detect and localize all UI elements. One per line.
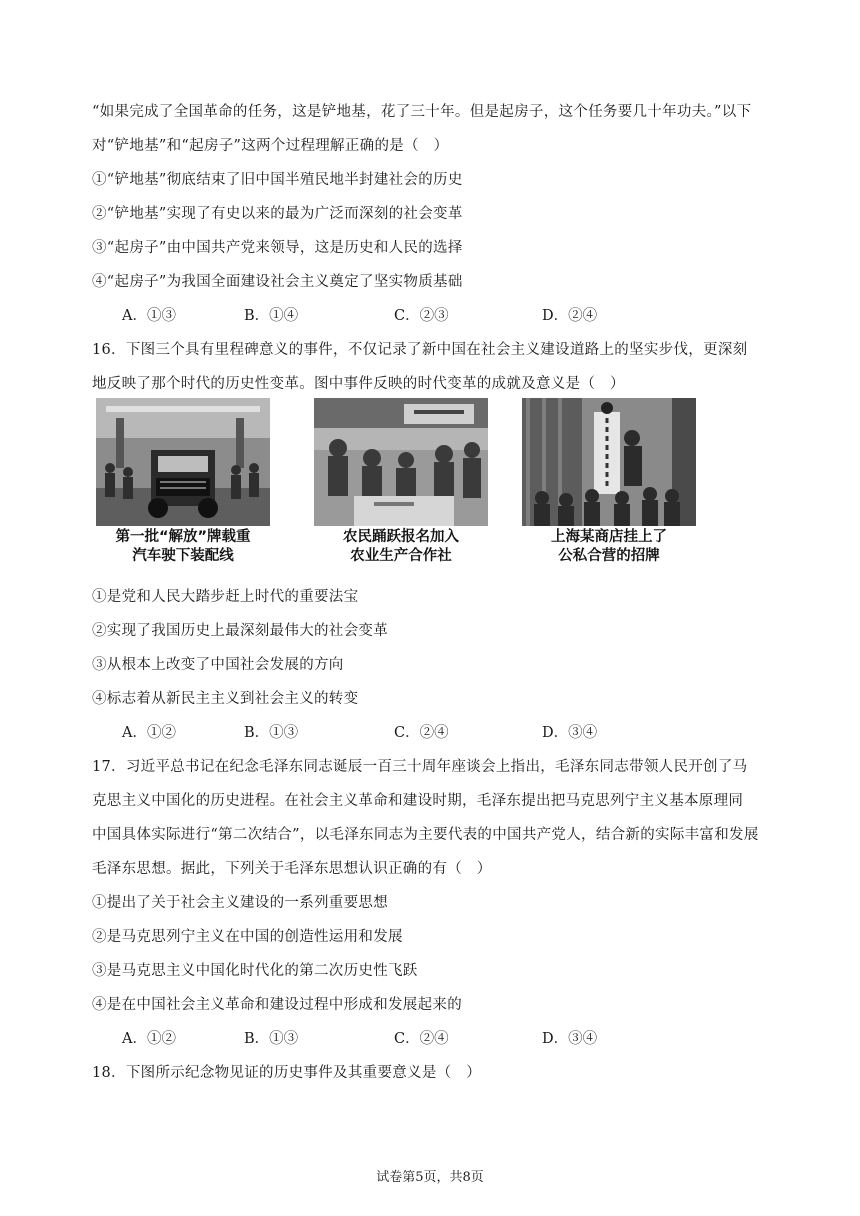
q15-item-1: ①“铲地基”彻底结束了旧中国半殖民地半封建社会的历史 bbox=[92, 172, 463, 188]
q15-stem-line1: “如果完成了全国革命的任务，这是铲地基，花了三十年。但是起房子，这个任务要几十年功夫。”以下 bbox=[92, 104, 752, 120]
q17-option-c[interactable]: C．②④ bbox=[394, 1031, 449, 1047]
shop-sign-caption bbox=[514, 528, 704, 566]
q17-item-4: ④是在中国社会主义革命和建设过程中形成和发展起来的 bbox=[92, 997, 462, 1013]
farmers-photo bbox=[314, 398, 488, 526]
q15-item-3: ③“起房子”由中国共产党来领导，这是历史和人民的选择 bbox=[92, 240, 463, 256]
q17-stem-line3: 中国具体实际进行“第二次结合”，以毛泽东同志为主要代表的中国共产党人，结合新的实际丰富和发展 bbox=[92, 827, 759, 843]
q15-stem-line2: 对“铲地基”和“起房子”这两个过程理解正确的是（ ） bbox=[92, 138, 449, 154]
farmers-caption bbox=[306, 528, 496, 566]
q17-item-2: ②是马克思列宁主义在中国的创造性运用和发展 bbox=[92, 929, 403, 945]
q15-option-d[interactable]: D．②④ bbox=[542, 308, 598, 324]
q16-option-d[interactable]: D．③④ bbox=[542, 725, 598, 741]
q17-stem-line2: 克思主义中国化的历史进程。在社会主义革命和建设时期，毛泽东提出把马克思列宁主义基本原理同 bbox=[92, 793, 744, 809]
q17-stem-line1: 17．习近平总书记在纪念毛泽东同志诞辰一百三十周年座谈会上指出，毛泽东同志带领人民开创了马 bbox=[92, 759, 748, 775]
q15-item-2: ②“铲地基”实现了有史以来的最为广泛而深刻的社会变革 bbox=[92, 206, 463, 222]
shop-sign-caption-line2: 公私合营的招牌 bbox=[558, 548, 660, 564]
farmers-caption-line1: 农民踊跃报名加入 bbox=[343, 529, 459, 545]
truck-caption-line2: 汽车驶下装配线 bbox=[132, 548, 234, 564]
q16-option-c[interactable]: C．②④ bbox=[394, 725, 449, 741]
truck-photo bbox=[96, 398, 270, 526]
q16-stem-line1: 16．下图三个具有里程碑意义的事件，不仅记录了新中国在社会主义建设道路上的坚实步伐，更深刻 bbox=[92, 342, 748, 358]
q16-item-1: ①是党和人民大踏步赶上时代的重要法宝 bbox=[92, 589, 359, 605]
q16-item-4: ④标志着从新民主主义到社会主义的转变 bbox=[92, 691, 359, 707]
truck-caption bbox=[88, 528, 278, 566]
q16-option-a[interactable]: A．①② bbox=[122, 725, 176, 741]
shop-sign-photo bbox=[522, 398, 696, 526]
farmers-caption-line2: 农业生产合作社 bbox=[350, 548, 452, 564]
q16-item-3: ③从根本上改变了中国社会发展的方向 bbox=[92, 657, 344, 673]
q17-item-1: ①提出了关于社会主义建设的一系列重要思想 bbox=[92, 895, 388, 911]
q17-item-3: ③是马克思主义中国化时代化的第二次历史性飞跃 bbox=[92, 963, 418, 979]
page-footer: 试卷第5页，共8页 bbox=[376, 1170, 484, 1185]
q15-option-c[interactable]: C．②③ bbox=[394, 308, 449, 324]
q15-item-4: ④“起房子”为我国全面建设社会主义奠定了坚实物质基础 bbox=[92, 274, 463, 290]
q15-option-b[interactable]: B．①④ bbox=[244, 308, 299, 324]
q16-item-2: ②实现了我国历史上最深刻最伟大的社会变革 bbox=[92, 623, 388, 639]
truck-caption-line1: 第一批“解放”牌载重 bbox=[115, 529, 251, 545]
q17-option-b[interactable]: B．①③ bbox=[244, 1031, 299, 1047]
q16-option-b[interactable]: B．①③ bbox=[244, 725, 299, 741]
q18-stem-line1: 18．下图所示纪念物见证的历史事件及其重要意义是（ ） bbox=[92, 1065, 482, 1081]
q17-option-d[interactable]: D．③④ bbox=[542, 1031, 598, 1047]
shop-sign-caption-line1: 上海某商店挂上了 bbox=[551, 529, 667, 545]
q17-option-a[interactable]: A．①② bbox=[122, 1031, 176, 1047]
q16-stem-line2: 地反映了那个时代的历史性变革。图中事件反映的时代变革的成就及意义是（ ） bbox=[92, 376, 625, 392]
q17-stem-line4: 毛泽东思想。据此，下列关于毛泽东思想认识正确的有（ ） bbox=[92, 861, 492, 877]
q15-option-a[interactable]: A．①③ bbox=[122, 308, 176, 324]
